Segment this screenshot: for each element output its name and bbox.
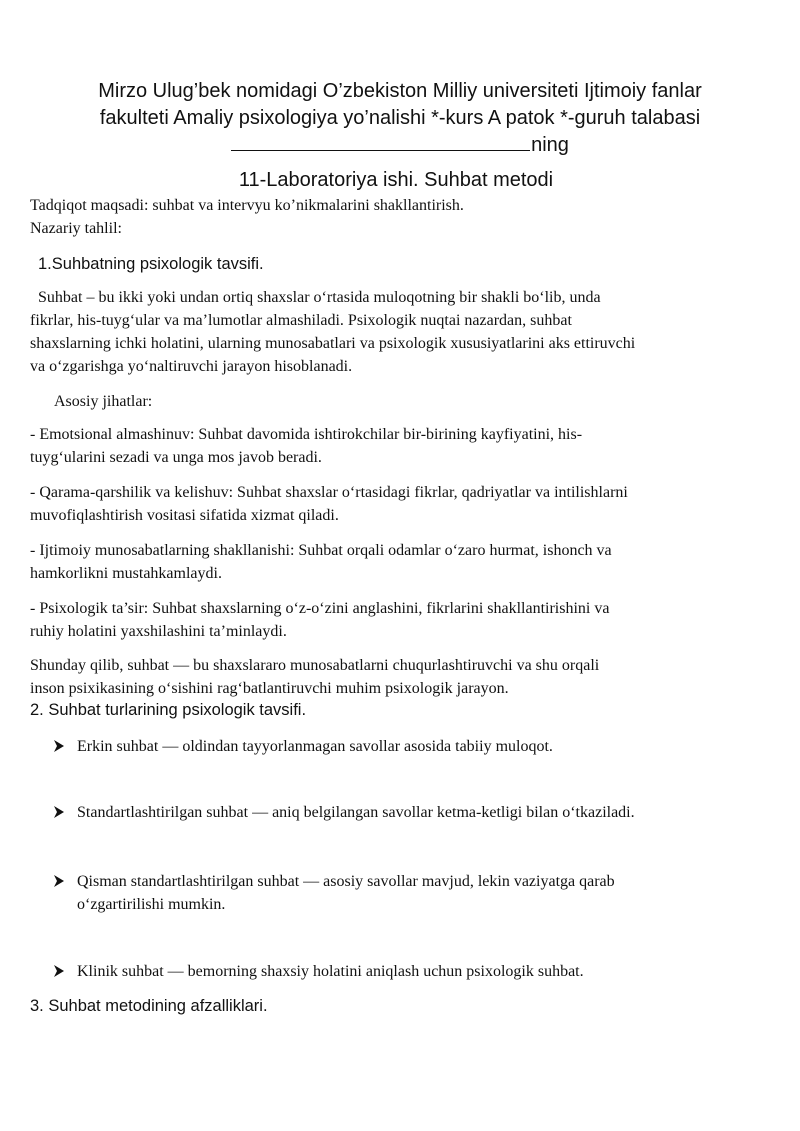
aspect-line: - Emotsional almashinuv: Suhbat davomida ishtirokchilar bir-birining kayfiyatini, his- [30, 426, 583, 443]
arrowhead-bullet-icon [54, 740, 64, 752]
name-suffix: ning [531, 134, 569, 156]
aspects-title: Asosiy jihatlar: [54, 393, 153, 410]
conclusion-line: inson psixikasining o‘sishini rag‘batlantiruvchi muhim psixologik jarayon. [30, 680, 509, 697]
section-1-conclusion [30, 654, 770, 700]
definition-line: fikrlar, his-tuyg‘ular va ma’lumotlar almashiladi. Psixologik nuqtai nazardan, suhbat [30, 312, 572, 329]
interview-type-text: Qisman standartlashtirilgan suhbat — asosiy savollar mavjud, lekin vaziyatga qarab [77, 873, 615, 890]
lab-title: 11-Laboratoriya ishi. Suhbat metodi [238, 169, 554, 191]
research-purpose: Tadqiqot maqsadi: suhbat va intervyu ko’nikmalarini shakllantirish. [30, 197, 464, 214]
name-blank-underline [231, 134, 530, 151]
theory-label: Nazariy tahlil: [30, 220, 122, 237]
aspect-item [30, 423, 770, 469]
section-1-definition [30, 286, 770, 378]
interview-type-text: o‘zgartirilishi mumkin. [77, 896, 226, 913]
section-2-heading: 2. Suhbat turlarining psixologik tavsifi. [30, 701, 307, 719]
aspect-line: ruhiy holatini yaxshilashini ta’minlaydi. [30, 623, 287, 640]
definition-line: Suhbat – bu ikki yoki undan ortiq shaxslar o‘rtasida muloqotning bir shakli bo‘lib, unda [30, 289, 601, 306]
aspect-line: hamkorlikni mustahkamlaydi. [30, 565, 222, 582]
section-3-heading: 3. Suhbat metodining afzalliklari. [30, 997, 268, 1015]
interview-type-text: Standartlashtirilgan suhbat — aniq belgilangan savollar ketma-ketligi bilan o‘tkaziladi. [77, 804, 635, 821]
interview-type-text: Erkin suhbat — oldindan tayyorlanmagan savollar asosida tabiiy muloqot. [77, 738, 553, 755]
student-name-line [40, 132, 760, 159]
section-1-heading: 1.Suhbatning psixologik tavsifi. [38, 255, 264, 273]
aspect-line: muvofiqlashtirish vositasi sifatida xizmat qiladi. [30, 507, 339, 524]
aspect-line: tuyg‘ularini sezadi va unga mos javob beradi. [30, 449, 322, 466]
document-header [40, 78, 760, 159]
aspect-item [30, 597, 770, 643]
aspect-line: - Qarama-qarshilik va kelishuv: Suhbat shaxslar o‘rtasidagi fikrlar, qadriyatlar va intilishlarni [30, 484, 628, 501]
arrowhead-bullet-icon [54, 806, 64, 818]
arrowhead-bullet-icon [54, 875, 64, 887]
arrowhead-bullet-icon [54, 965, 64, 977]
header-line-1: Mirzo Ulug’bek nomidagi O’zbekiston Milliy universiteti Ijtimoiy fanlar [98, 80, 702, 102]
aspect-line: - Psixologik ta’sir: Suhbat shaxslarning o‘z-o‘zini anglashini, fikrlarini shakllantirishini va [30, 600, 610, 617]
conclusion-line: Shunday qilib, suhbat — bu shaxslararo munosabatlarni chuqurlashtiruvchi va shu orqali [30, 657, 600, 674]
header-line-2: fakulteti Amaliy psixologiya yo’nalishi *-kurs A patok *-guruh talabasi [99, 107, 701, 129]
aspect-item [30, 539, 770, 585]
interview-type-text: Klinik suhbat — bemorning shaxsiy holatini aniqlash uchun psixologik suhbat. [77, 963, 584, 980]
aspect-line: - Ijtimoiy munosabatlarning shakllanishi: Suhbat orqali odamlar o‘zaro hurmat, ishonch va [30, 542, 612, 559]
definition-line: shaxslarning ichki holatini, ularning munosabatlari va psixologik xususiyatlarini aks ettiruvchi [30, 335, 636, 352]
aspect-item [30, 481, 770, 527]
definition-line: va o‘zgarishga yo‘naltiruvchi jarayon hisoblanadi. [30, 358, 353, 375]
